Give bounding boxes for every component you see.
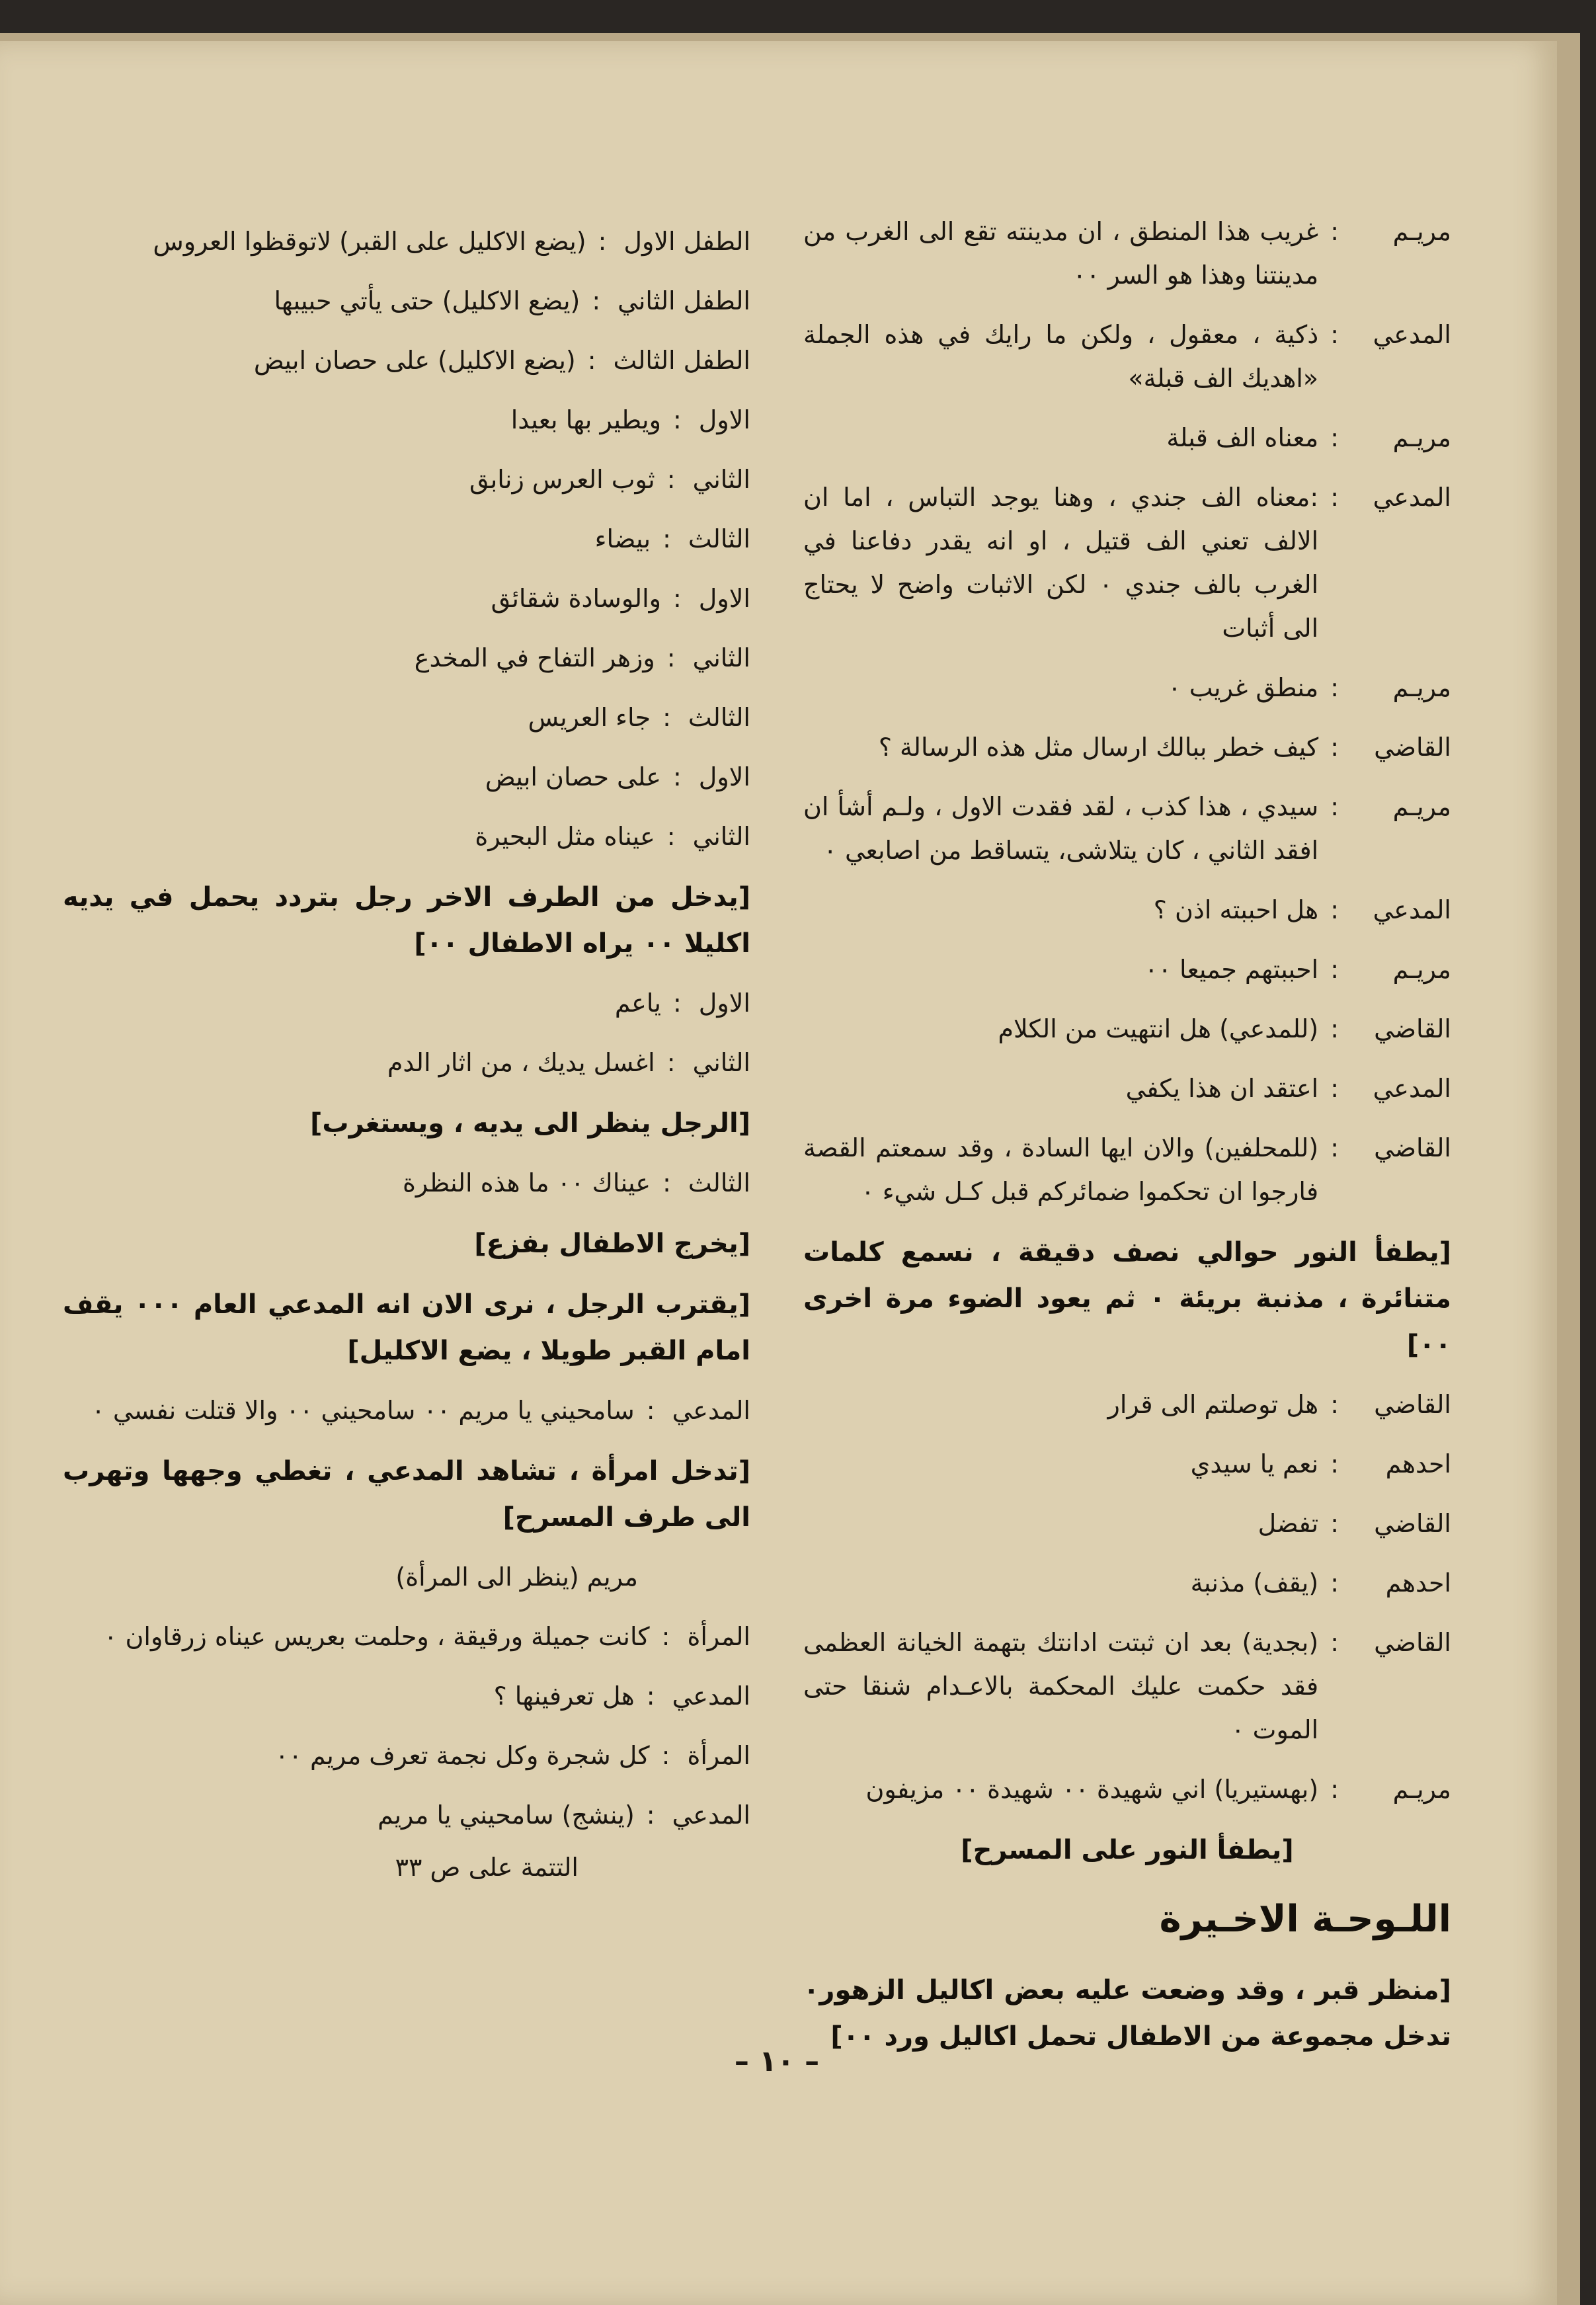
speaker-colon: : <box>1330 483 1339 512</box>
dialogue-line <box>803 1502 1451 1545</box>
dialogue-line <box>63 981 750 1025</box>
speaker-colon: : <box>672 762 682 791</box>
speaker-name: القاضي <box>1374 1628 1451 1657</box>
speaker-colon: : <box>1330 792 1339 821</box>
dialogue-line <box>63 1734 750 1777</box>
speaker-name: مريـم <box>1392 673 1451 702</box>
stage-direction: [يطفأ النور على المسرح] <box>961 1835 1294 1865</box>
dialogue-line <box>803 725 1451 769</box>
dialogue-text: اعتقد ان هذا يكفي <box>1125 1074 1319 1103</box>
dialogue-text: والوسادة شقائق <box>491 584 661 613</box>
dialogue-text: ياعم <box>614 989 661 1018</box>
speaker-colon: : <box>1330 1509 1339 1538</box>
speaker-colon: : <box>1330 1628 1339 1657</box>
dialogue-line <box>63 755 750 799</box>
dialogue-text: نعم يا سيدي <box>1190 1449 1319 1478</box>
dialogue-line <box>803 313 1451 400</box>
speaker-name: الطفل الاول <box>623 227 750 256</box>
dialogue-line <box>803 888 1451 932</box>
dialogue-text: (يضع الاكليل) حتى يأتي حبيبها <box>274 286 580 315</box>
dialogue-line <box>63 279 750 323</box>
dialogue-text: احببتهم جميعا ٠٠ <box>1144 955 1319 984</box>
dialogue-line <box>63 398 750 442</box>
dialogue-line <box>803 1067 1451 1110</box>
speaker-name: الثاني <box>692 1048 750 1077</box>
speaker-name: الثاني <box>692 465 750 494</box>
dialogue-line <box>63 1674 750 1718</box>
dialogue-text: عيناك ٠٠ ما هذه النظرة <box>402 1168 651 1197</box>
speaker-colon: : <box>672 989 682 1018</box>
stage-direction: [الرجل ينظر الى يديه ، ويستغرب] <box>310 1108 750 1139</box>
speaker-name: مريـم <box>1392 792 1451 821</box>
speaker-colon: : <box>1330 1014 1339 1043</box>
speaker-colon: : <box>666 822 676 851</box>
dialogue-text: (بهستيريا) اني شهيدة ٠٠ شهيدة ٠٠ مزيفون <box>865 1775 1319 1804</box>
dialogue-line <box>63 517 750 561</box>
speaker-name: المدعي <box>672 1681 750 1711</box>
speaker-colon: : <box>1330 1449 1339 1478</box>
dialogue-line-plain: مريم (ينظر الى المرأة) <box>395 1562 638 1592</box>
dialogue-line <box>63 339 750 382</box>
dialogue-text: (بجدية) بعد ان ثبتت ادانتك بتهمة الخيانة العظمى فقد حكمت عليك المحكمة بالاعـدام شنقا حتى الموت ٠ <box>803 1628 1319 1744</box>
dialogue-text: :معناه الف جندي ، وهنا يوجد التباس ، اما ان الالف تعني الف قتيل ، او انه يقدر دفاعنا في الغرب بالف جندي ٠ لكن الاثبات واضح لا يحتاج الى أثبات <box>803 483 1319 643</box>
speaker-name: المرأة <box>687 1622 750 1651</box>
dialogue-line <box>803 785 1451 872</box>
dialogue-text: (يضع الاكليل على القبر) لاتوقظوا العروس <box>153 227 586 256</box>
speaker-colon: : <box>1330 1568 1339 1597</box>
dialogue-text: (يقف) مذنبة <box>1190 1568 1319 1597</box>
dialogue-line <box>63 577 750 620</box>
dialogue-text: كانت جميلة ورقيقة ، وحلمت بعريس عيناه زرقاوان ٠ <box>104 1622 650 1651</box>
dialogue-line <box>63 1389 750 1432</box>
dialogue-line <box>803 1007 1451 1051</box>
dialogue-line <box>803 475 1451 650</box>
dialogue-text: هل توصلتم الى قرار <box>1107 1390 1319 1419</box>
dialogue-text: ويطير بها بعيدا <box>510 405 661 434</box>
speaker-name: الاول <box>698 989 750 1018</box>
dialogue-line <box>63 1041 750 1084</box>
left-column <box>63 220 750 1882</box>
speaker-name: الثالث <box>688 703 750 732</box>
dialogue-line <box>803 1767 1451 1811</box>
dialogue-text: وزهر التفاح في المخدع <box>414 643 655 672</box>
speaker-name: مريـم <box>1392 423 1451 452</box>
speaker-colon: : <box>592 286 601 315</box>
speaker-name: مريـم <box>1392 1775 1451 1804</box>
dialogue-line <box>63 696 750 739</box>
speaker-colon: : <box>672 584 682 613</box>
speaker-name: مريـم <box>1392 217 1451 246</box>
dialogue-text: عيناه مثل البحيرة <box>475 822 655 851</box>
stage-direction: [يطفأ النور حوالي نصف دقيقة ، نسمع كلمات متنائرة ، مذنبة بريئة ٠ ثم يعود الضوء مرة اخرى ٠٠] <box>803 1237 1452 1360</box>
stage-direction: [يقترب الرجل ، نرى الان انه المدعي العام ٠٠٠ يقف امام القبر طويلا ، يضع الاكليل] <box>63 1289 750 1366</box>
speaker-name: القاضي <box>1374 1390 1451 1419</box>
speaker-name: مريـم <box>1392 955 1451 984</box>
dialogue-line <box>803 210 1451 297</box>
magazine-page <box>0 41 1557 2305</box>
speaker-name: المدعي <box>1373 1074 1451 1103</box>
dialogue-text: (ينشج) سامحيني يا مريم <box>378 1800 635 1830</box>
dialogue-text: (للمدعي) هل انتهيت من الكلام <box>998 1014 1319 1043</box>
dialogue-line <box>63 458 750 501</box>
dialogue-text: سامحيني يا مريم ٠٠ سامحيني ٠٠ والا قتلت نفسي ٠ <box>91 1396 635 1425</box>
speaker-name: المدعي <box>1373 895 1451 924</box>
speaker-name: الاول <box>698 762 750 791</box>
speaker-name: القاضي <box>1374 733 1451 762</box>
dialogue-text: على حصان ابيض <box>485 762 661 791</box>
speaker-name: المدعي <box>672 1800 750 1830</box>
speaker-colon: : <box>1330 955 1339 984</box>
speaker-name: الاول <box>698 584 750 613</box>
continuation-note: التتمة على ص ٣٣ <box>395 1853 579 1882</box>
speaker-name: احدهم <box>1385 1449 1451 1478</box>
dialogue-text: معناه الف قبلة <box>1166 423 1319 452</box>
speaker-colon: : <box>672 405 682 434</box>
dialogue-line <box>63 1793 750 1837</box>
speaker-name: المدعي <box>672 1396 750 1425</box>
dialogue-text: منطق غريب ٠ <box>1168 673 1319 702</box>
dialogue-text: (يضع الاكليل) على حصان ابيض <box>253 346 576 375</box>
speaker-colon: : <box>1330 217 1339 246</box>
right-column <box>803 210 1451 2074</box>
speaker-colon: : <box>666 643 676 672</box>
speaker-colon: : <box>1330 1390 1339 1419</box>
stage-direction: [تدخل امرأة ، تشاهد المدعي ، تغطي وجهها وتهرب الى طرف المسرح] <box>63 1456 750 1533</box>
dialogue-line <box>63 1615 750 1658</box>
speaker-colon: : <box>1330 1133 1339 1162</box>
speaker-name: المدعي <box>1373 483 1451 512</box>
speaker-name: الثالث <box>688 524 750 553</box>
speaker-colon: : <box>1330 673 1339 702</box>
dialogue-text: بيضاء <box>594 524 651 553</box>
speaker-colon: : <box>1330 320 1339 349</box>
speaker-name: الطفل الثاني <box>618 286 750 315</box>
speaker-name: الاول <box>698 405 750 434</box>
stage-direction: [يخرج الاطفال بفزع] <box>474 1229 750 1259</box>
dialogue-line <box>63 220 750 263</box>
speaker-colon: : <box>662 703 671 732</box>
dialogue-text: سيدي ، هذا كذب ، لقد فقدت الاول ، ولـم أشأ ان افقد الثاني ، كان يتلاشى، يتساقط من اصابعي ٠ <box>803 792 1319 865</box>
speaker-name: المرأة <box>687 1741 750 1770</box>
speaker-colon: : <box>661 1622 670 1651</box>
dialogue-line <box>63 815 750 858</box>
speaker-name: الثاني <box>692 822 750 851</box>
dialogue-text: غريب هذا المنطق ، ان مدينته تقع الى الغرب من مدينتنا وهذا هو السر ٠٠ <box>803 217 1319 290</box>
speaker-colon: : <box>646 1800 655 1830</box>
speaker-name: القاضي <box>1374 1014 1451 1043</box>
dialogue-text: كيف خطر ببالك ارسال مثل هذه الرسالة ؟ <box>878 733 1319 762</box>
dialogue-line <box>803 948 1451 991</box>
dialogue-line <box>803 1561 1451 1605</box>
dialogue-text: (للمحلفين) والان ايها السادة ، وقد سمعتم القصة فارجوا ان تحكموا ضمائركم قبل كـل شيء ٠ <box>803 1133 1319 1206</box>
dialogue-text: هل تعرفينها ؟ <box>493 1681 635 1711</box>
speaker-colon: : <box>646 1396 655 1425</box>
stage-direction: [يدخل من الطرف الاخر رجل بتردد يحمل في يديه اكليلا ٠٠ يراه الاطفال ٠٠] <box>63 882 750 959</box>
dialogue-text: كل شجرة وكل نجمة تعرف مريم ٠٠ <box>275 1741 650 1770</box>
dialogue-line <box>803 666 1451 709</box>
dialogue-text: تفضل <box>1257 1509 1319 1538</box>
speaker-name: القاضي <box>1374 1133 1451 1162</box>
speaker-name: احدهم <box>1385 1568 1451 1597</box>
speaker-colon: : <box>1330 423 1339 452</box>
speaker-colon: : <box>1330 895 1339 924</box>
speaker-colon: : <box>666 1048 676 1077</box>
dialogue-text: اغسل يديك ، من اثار الدم <box>387 1048 655 1077</box>
dialogue-line <box>803 1383 1451 1426</box>
speaker-name: الطفل الثالث <box>613 346 750 375</box>
speaker-colon: : <box>1330 1074 1339 1103</box>
dialogue-line <box>63 1161 750 1205</box>
dialogue-line <box>803 1126 1451 1213</box>
section-heading: اللـوحـة الاخـيرة <box>1159 1898 1451 1941</box>
speaker-colon: : <box>1330 1775 1339 1804</box>
speaker-colon: : <box>661 1741 670 1770</box>
speaker-colon: : <box>1330 733 1339 762</box>
speaker-name: الثالث <box>688 1168 750 1197</box>
speaker-name: الثاني <box>692 643 750 672</box>
dialogue-line <box>803 1621 1451 1752</box>
dialogue-text: ثوب العرس زنابق <box>469 465 655 494</box>
dialogue-text: هل احببته اذن ؟ <box>1153 895 1319 924</box>
stage-direction: [منظر قبر ، وقد وضعت عليه بعض اكاليل الزهور٠ تدخل مجموعة من الاطفال تحمل اكاليل ورد ٠٠] <box>803 1975 1451 2052</box>
speaker-colon: : <box>662 524 671 553</box>
page-number: – ١٠ – <box>734 2044 820 2078</box>
dialogue-text: ذكية ، معقول ، ولكن ما رايك في هذه الجملة «اهديك الف قبلة» <box>803 320 1319 393</box>
speaker-colon: : <box>646 1681 655 1711</box>
speaker-colon: : <box>598 227 607 256</box>
speaker-colon: : <box>662 1168 671 1197</box>
speaker-name: القاضي <box>1374 1509 1451 1538</box>
speaker-colon: : <box>666 465 676 494</box>
dialogue-line <box>803 1442 1451 1486</box>
speaker-name: المدعي <box>1373 320 1451 349</box>
dialogue-text: جاء العريس <box>528 703 651 732</box>
dialogue-line <box>63 636 750 680</box>
dialogue-line <box>803 416 1451 460</box>
speaker-colon: : <box>587 346 596 375</box>
